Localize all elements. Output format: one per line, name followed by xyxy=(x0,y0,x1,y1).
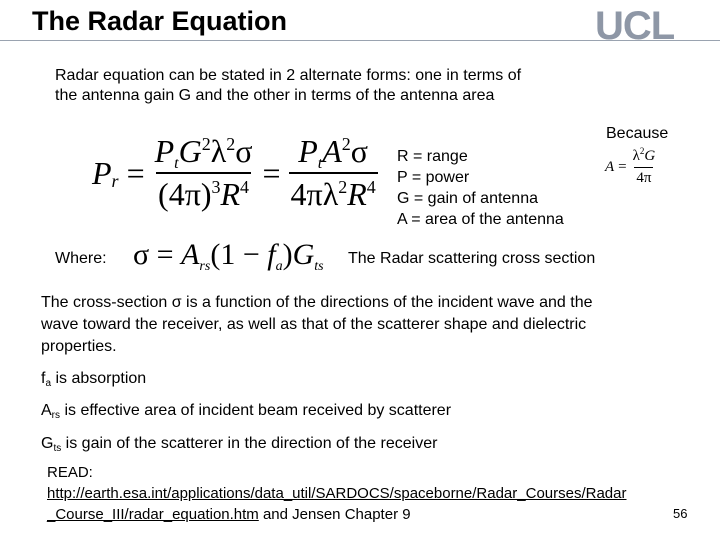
reference-link[interactable]: http://earth.esa.int/applications/data_util/SARDOCS/spaceborne/Radar_Courses/Radar xyxy=(47,485,627,502)
cross-section-equation: $\sigma = A_{rs}(1 - f_a)G_{ts}$ xyxy=(133,238,324,274)
effective-area-note: Ars is effective area of incident beam received by scatterer xyxy=(41,402,452,421)
reference-link-line-1[interactable] xyxy=(47,484,627,504)
def-area: A = area of the antenna xyxy=(397,211,564,228)
read-label: READ: xyxy=(47,464,93,481)
reference-link-line-2 xyxy=(47,505,411,525)
cross-section-line-3: properties. xyxy=(41,338,117,355)
absorption-note: fa is absorption xyxy=(41,370,147,389)
intro-line-1: Radar equation can be stated in 2 alternate forms: one in terms of xyxy=(55,67,522,84)
because-label: Because xyxy=(606,125,669,142)
reference-link-cont[interactable]: _Course_III/radar_equation.htm xyxy=(47,506,259,523)
page-title: The Radar Equation xyxy=(32,6,288,36)
page-number: 56 xyxy=(673,506,688,521)
cross-section-line-2: wave toward the receiver, as well as that of the scatterer shape and dielectric xyxy=(41,316,587,333)
area-gain-relation: A = $\frac{\lambda^2G}{4\pi}$ xyxy=(605,146,656,186)
intro-line-2: the antenna gain G and the other in terms of the antenna area xyxy=(55,87,495,104)
def-range: R = range xyxy=(397,148,468,165)
cross-section-line-1: The cross-section σ is a function of the directions of the incident wave and the xyxy=(41,294,593,311)
scatterer-gain-note: Gts is gain of the scatterer in the direction of the receiver xyxy=(41,435,438,454)
radar-equation: P r = $\frac{PtG^2\lambda^2\sigma}{(4\pi)^3R^4}$ = $\frac{PtA^2\sigma}{4\pi\lambda^2R^4}$ xyxy=(92,133,376,212)
ucl-logo: UCL xyxy=(595,4,675,48)
where-label: Where: xyxy=(55,250,107,267)
scatter-caption: The Radar scattering cross section xyxy=(348,250,596,267)
def-gain: G = gain of antenna xyxy=(397,190,538,207)
reference-tail: and Jensen Chapter 9 xyxy=(258,506,411,523)
def-power: P = power xyxy=(397,169,470,186)
